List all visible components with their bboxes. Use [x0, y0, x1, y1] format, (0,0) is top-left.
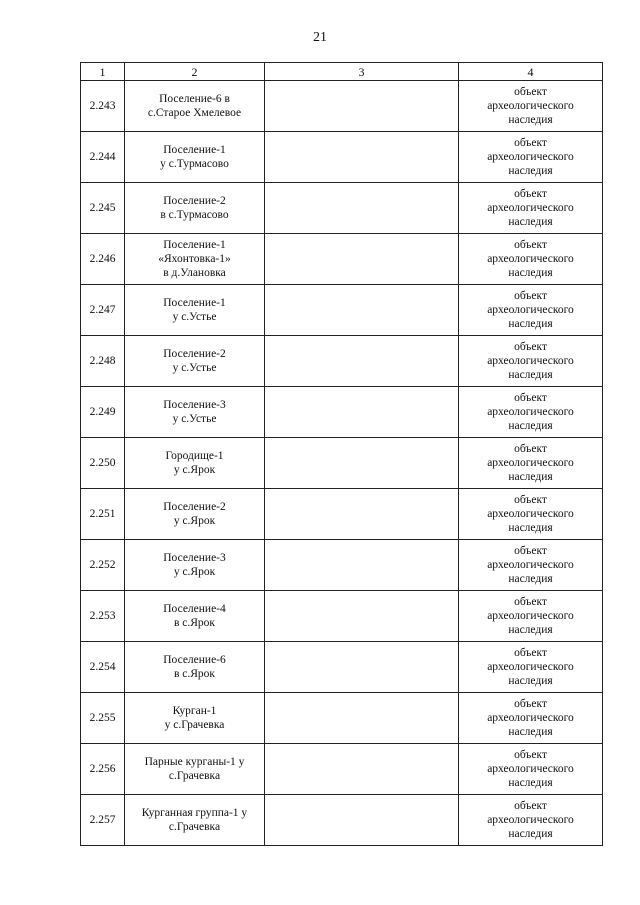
- object-type-line: наследия: [508, 114, 553, 126]
- object-name-line: Курган-1: [172, 705, 217, 717]
- object-type-line: археологического: [487, 814, 574, 826]
- header-row: [81, 63, 603, 81]
- table-body: [81, 63, 603, 846]
- row-number: 2.247: [81, 285, 125, 336]
- object-name: [125, 489, 265, 540]
- object-type: [459, 591, 603, 642]
- object-type-line: археологического: [487, 559, 574, 571]
- row-number: 2.246: [81, 234, 125, 285]
- object-type-line: наследия: [508, 828, 553, 840]
- object-name-line: с.Грачевка: [168, 821, 221, 833]
- object-name-line: у с.Ярок: [173, 515, 216, 527]
- object-name-line: Поселение-1: [163, 144, 226, 156]
- column-3-cell: [265, 336, 459, 387]
- object-type-line: объект: [514, 188, 547, 200]
- row-number: 2.256: [81, 744, 125, 795]
- object-type-line: археологического: [487, 406, 574, 418]
- row-number: 2.252: [81, 540, 125, 591]
- object-type: [459, 285, 603, 336]
- column-3-cell: [265, 132, 459, 183]
- object-name: [125, 132, 265, 183]
- object-type: [459, 81, 603, 132]
- object-type-line: наследия: [508, 522, 553, 534]
- object-name-line: с.Старое Хмелевое: [147, 107, 242, 119]
- table-row: [81, 642, 603, 693]
- object-name: [125, 387, 265, 438]
- object-type-line: объект: [514, 290, 547, 302]
- object-name: [125, 234, 265, 285]
- object-type-line: археологического: [487, 610, 574, 622]
- object-type-line: археологического: [487, 253, 574, 265]
- object-name-line: Городище-1: [165, 450, 224, 462]
- object-name-line: у с.Устье: [172, 362, 217, 374]
- object-type-line: археологического: [487, 151, 574, 163]
- object-name-line: Поселение-1: [163, 239, 226, 251]
- object-name-line: Поселение-4: [163, 603, 226, 615]
- column-3-cell: [265, 693, 459, 744]
- object-type-line: объект: [514, 239, 547, 251]
- object-type-line: объект: [514, 392, 547, 404]
- table-row: [81, 693, 603, 744]
- column-header-2: 2: [125, 63, 265, 81]
- object-type-line: объект: [514, 341, 547, 353]
- object-type-line: объект: [514, 800, 547, 812]
- object-name-line: у с.Устье: [172, 413, 217, 425]
- object-type: [459, 693, 603, 744]
- object-type-line: археологического: [487, 202, 574, 214]
- column-3-cell: [265, 81, 459, 132]
- object-type-line: наследия: [508, 573, 553, 585]
- object-name: [125, 540, 265, 591]
- column-3-cell: [265, 795, 459, 846]
- object-name: [125, 795, 265, 846]
- object-type-line: археологического: [487, 355, 574, 367]
- column-3-cell: [265, 234, 459, 285]
- object-type-line: наследия: [508, 726, 553, 738]
- object-name-line: Поселение-6: [163, 654, 226, 666]
- object-name-line: в с.Ярок: [173, 668, 216, 680]
- row-number: 2.249: [81, 387, 125, 438]
- object-name: [125, 183, 265, 234]
- table-row: [81, 285, 603, 336]
- object-type-line: объект: [514, 647, 547, 659]
- table-row: [81, 183, 603, 234]
- object-name-line: Поселение-6 в: [159, 93, 230, 105]
- row-number: 2.255: [81, 693, 125, 744]
- column-3-cell: [265, 744, 459, 795]
- object-type: [459, 336, 603, 387]
- object-type-line: наследия: [508, 675, 553, 687]
- object-type-line: наследия: [508, 216, 553, 228]
- object-type-line: объект: [514, 443, 547, 455]
- object-name: [125, 438, 265, 489]
- row-number: 2.253: [81, 591, 125, 642]
- object-name: [125, 642, 265, 693]
- column-3-cell: [265, 591, 459, 642]
- object-type-line: наследия: [508, 624, 553, 636]
- object-name-line: Поселение-2: [163, 195, 226, 207]
- object-type-line: объект: [514, 86, 547, 98]
- object-type: [459, 744, 603, 795]
- object-name-line: Поселение-2: [163, 348, 226, 360]
- row-number: 2.243: [81, 81, 125, 132]
- object-name-line: Поселение-3: [163, 552, 226, 564]
- heritage-register-table: [80, 62, 603, 846]
- object-type: [459, 132, 603, 183]
- object-type-line: археологического: [487, 457, 574, 469]
- table-row: [81, 234, 603, 285]
- object-type-line: археологического: [487, 100, 574, 112]
- object-type-line: объект: [514, 494, 547, 506]
- table-row: [81, 489, 603, 540]
- column-header-3: 3: [265, 63, 459, 81]
- row-number: 2.250: [81, 438, 125, 489]
- object-name-line: у с.Ярок: [173, 464, 216, 476]
- column-3-cell: [265, 183, 459, 234]
- object-name-line: у с.Грачевка: [164, 719, 225, 731]
- object-name-line: в с.Турмасово: [160, 209, 229, 221]
- object-name: [125, 336, 265, 387]
- object-type-line: наследия: [508, 165, 553, 177]
- object-name-line: Поселение-3: [163, 399, 226, 411]
- object-type-line: археологического: [487, 712, 574, 724]
- object-type-line: наследия: [508, 777, 553, 789]
- table-row: [81, 540, 603, 591]
- object-name-line: у с.Ярок: [173, 566, 216, 578]
- object-name-line: в д.Улановка: [163, 267, 226, 279]
- object-type: [459, 795, 603, 846]
- object-type-line: археологического: [487, 508, 574, 520]
- object-type-line: наследия: [508, 318, 553, 330]
- row-number: 2.244: [81, 132, 125, 183]
- object-name: [125, 591, 265, 642]
- object-type-line: археологического: [487, 763, 574, 775]
- table-row: [81, 591, 603, 642]
- object-type-line: объект: [514, 698, 547, 710]
- object-type-line: наследия: [508, 471, 553, 483]
- column-3-cell: [265, 438, 459, 489]
- object-name-line: с.Грачевка: [168, 770, 221, 782]
- object-name-line: Поселение-1: [163, 297, 226, 309]
- object-name: [125, 285, 265, 336]
- object-type-line: объект: [514, 545, 547, 557]
- object-name-line: Поселение-2: [163, 501, 226, 513]
- table-row: [81, 387, 603, 438]
- row-number: 2.251: [81, 489, 125, 540]
- object-type-line: археологического: [487, 661, 574, 673]
- object-type-line: объект: [514, 137, 547, 149]
- object-name-line: у с.Устье: [172, 311, 217, 323]
- column-3-cell: [265, 540, 459, 591]
- object-type-line: наследия: [508, 369, 553, 381]
- object-name: [125, 693, 265, 744]
- object-name: [125, 81, 265, 132]
- object-name-line: у с.Турмасово: [160, 158, 229, 170]
- object-type-line: объект: [514, 596, 547, 608]
- object-type: [459, 234, 603, 285]
- object-name-line: Курганная группа-1 у: [141, 807, 248, 819]
- object-type: [459, 183, 603, 234]
- object-type: [459, 438, 603, 489]
- row-number: 2.257: [81, 795, 125, 846]
- column-3-cell: [265, 285, 459, 336]
- column-3-cell: [265, 387, 459, 438]
- table-row: [81, 132, 603, 183]
- row-number: 2.254: [81, 642, 125, 693]
- object-name-line: «Яхонтовка-1»: [158, 253, 231, 265]
- table-row: [81, 795, 603, 846]
- object-type-line: наследия: [508, 267, 553, 279]
- row-number: 2.248: [81, 336, 125, 387]
- row-number: 2.245: [81, 183, 125, 234]
- table-row: [81, 336, 603, 387]
- object-type: [459, 489, 603, 540]
- column-3-cell: [265, 489, 459, 540]
- page-number: 21: [313, 30, 327, 45]
- object-name: [125, 744, 265, 795]
- object-name-line: в с.Ярок: [173, 617, 216, 629]
- object-type-line: наследия: [508, 420, 553, 432]
- column-3-cell: [265, 642, 459, 693]
- object-type-line: археологического: [487, 304, 574, 316]
- column-header-1: 1: [81, 63, 125, 81]
- table-row: [81, 438, 603, 489]
- column-header-4: 4: [459, 63, 603, 81]
- table-row: [81, 744, 603, 795]
- object-type: [459, 642, 603, 693]
- object-type: [459, 387, 603, 438]
- object-type-line: объект: [514, 749, 547, 761]
- object-name-line: Парные курганы-1 у: [144, 756, 245, 768]
- object-type: [459, 540, 603, 591]
- table-row: [81, 81, 603, 132]
